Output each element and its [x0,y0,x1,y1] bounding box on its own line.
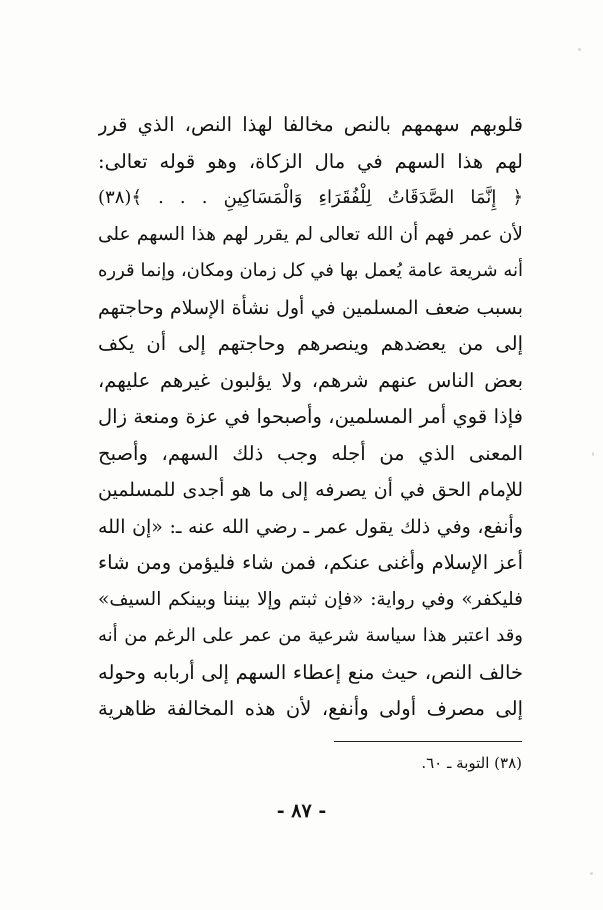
body-line: بسبب ضعف المسلمين في أول نشأة الإسلام وحاجتهم [98,296,523,319]
footnote-separator [334,741,522,742]
body-line: أعز الإسلام وأغنى عنكم، فمن شاء فليؤمن ومن شاء [98,551,523,574]
page-number: - ٨٧ - [276,800,327,822]
body-line: لأن عمر فهم أن الله تعالى لم يقرر لهم هذا السهم على [98,223,523,245]
body-line: أنه شريعة عامة يُعمل بها في كل زمان ومكان، وإنما قرره [98,260,523,281]
footnote: (٣٨) التوبة ـ ٦٠. [421,754,522,772]
body-line: قلوبهم سهمهم بالنص مخالفا لهذا النص، الذي قرر [98,113,523,136]
quran-verse-line: ﴿ إِنَّمَا الصَّدَقَاتُ لِلْفُقَرَاءِ وَالْمَسَاكِينِ . . . ﴾(٣٨) [98,187,523,208]
body-line: بعض الناس عنهم شرهم، ولا يؤلبون غيرهم عليهم، [98,368,523,392]
body-line: وقد اعتبر هذا سياسة شرعية من عمر على الرغم من أنه [98,625,523,646]
body-line: فليكفر» وفي رواية: «فإن ثبتم وإلا بيننا وبينكم السيف» [98,588,523,610]
body-line: لهم هذا السهم في مال الزكاة، وهو قوله تعالى: [98,149,523,173]
body-line: وأنفع، وفي ذلك يقول عمر ـ رضي الله عنه ـ: «إن الله [98,515,523,538]
body-line: إلى مصرف أولى وأنفع، لأن هذه المخالفة ظاهرية [98,697,523,720]
body-line: للإمام الحق في أن يصرفه إلى ما هو أجدى للمسلمين [98,479,523,501]
scan-speck [578,48,581,51]
body-line: خالف النص، حيث منع إعطاء السهم إلى أربابه وحوله [98,660,523,684]
scan-speck [590,872,593,875]
body-line: المعنى الذي من أجله وجب ذلك السهم، وأصبح [98,441,523,465]
scan-speck [592,452,594,456]
body-line: فإذا قوي أمر المسلمين، وأصبحوا في عزة ومنعة زال [98,405,523,428]
body-text [98,107,523,728]
body-line: إلى من يعضدهم وينصرهم وحاجتهم إلى أن يكف [98,332,523,355]
